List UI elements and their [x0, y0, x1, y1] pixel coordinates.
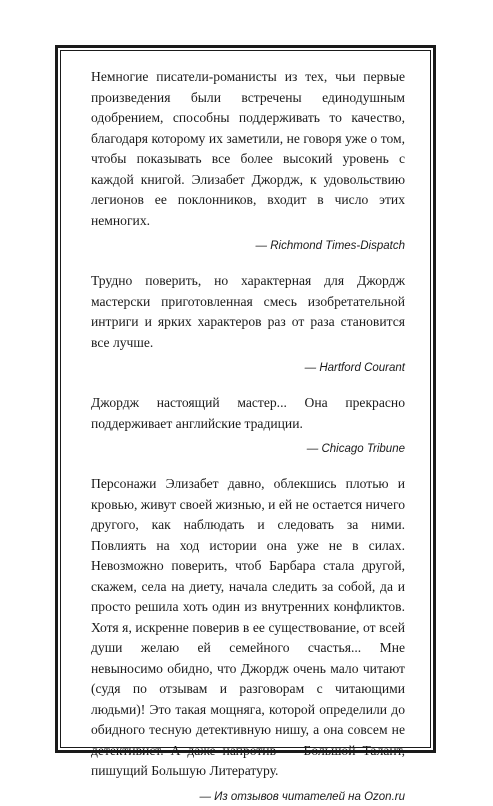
- review-source: — Hartford Courant: [304, 362, 405, 374]
- review-block: [91, 393, 405, 458]
- page-border: [55, 45, 436, 803]
- review-source: — Chicago Tribune: [306, 443, 405, 455]
- page-inner-border: [60, 50, 431, 803]
- review-block: [91, 271, 405, 377]
- review-text: Персонажи Элизабет давно, облекшись плотью и кровью, живут своей жизнью, и ей не остается ничего другого, как наблюдать и следовать за ними. Повлиять на ход истории она уже не в силах. Невозможно поверить, чтоб Барбара стала другой, скажем, села на диету, начала следить за собой, да и просто решила хоть один из внутренних конфликтов. Хотя я, искренне поверив в ее существование, от всей души желаю ей семейного счастья... Мне невыносимо обидно, что Джордж очень мало читают (судя по отзывам и разговорам с читающими людьми)! Это такая мощняга, которой определили до обидного тесную детективную нишу, а она совсем не детективист. А даже напротив — Большой Талант, пишущий Большую Литературу.: [91, 476, 405, 778]
- review-block: [91, 474, 405, 806]
- review-block: [91, 67, 405, 255]
- review-text: Трудно поверить, но характерная для Джордж мастерски приготовленная смесь изобретательной интриги и ярких характеров раз от раза становится все лучше.: [91, 273, 405, 350]
- review-text: Немногие писатели-романисты из тех, чьи первые произведения были встречены единодушным одобрением, способны поддерживать то качество, благодаря которому их заметили, не говоря уже о том, чтобы показывать все более высокий уровень с каждой книгой. Элизабет Джордж, к удовольствию легионов ее поклонников, входит в число этих немногих.: [91, 69, 405, 228]
- review-source: — Richmond Times-Dispatch: [255, 240, 405, 252]
- review-source: — Из отзывов читателей на Ozon.ru: [199, 790, 405, 803]
- review-text: Джордж настоящий мастер... Она прекрасно поддерживает английские традиции.: [91, 395, 405, 431]
- reviews-list: [91, 67, 405, 806]
